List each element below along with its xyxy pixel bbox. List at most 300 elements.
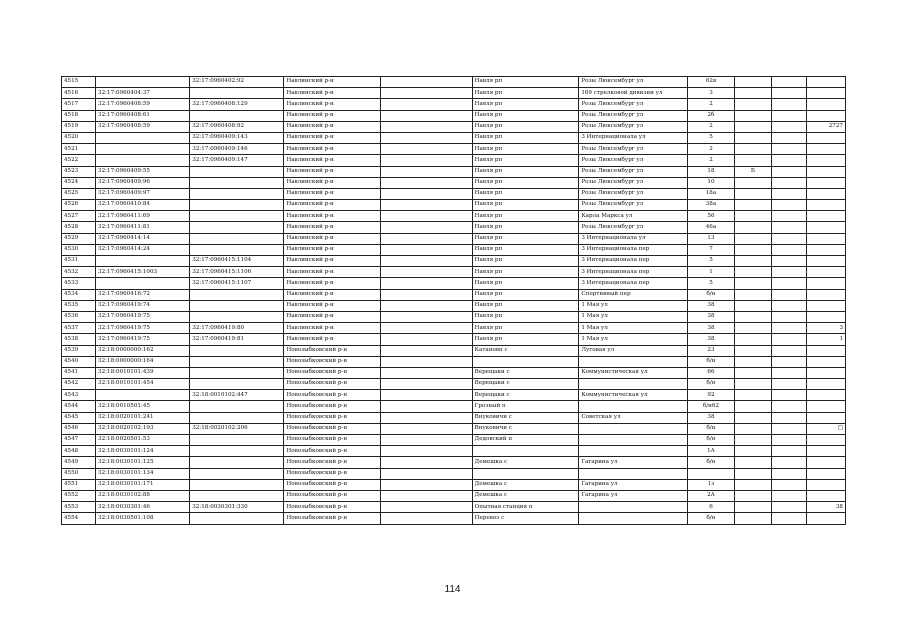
- cell-blank1: [380, 222, 472, 233]
- cell-cad2: [190, 177, 284, 188]
- cell-district: Навлинский р-н: [284, 99, 380, 110]
- cell-blank1: [380, 379, 472, 390]
- cell-locality: Навля рп: [472, 99, 579, 110]
- cell-street: Розы Люксембург ул: [579, 177, 688, 188]
- cell-cad1: 32:17:0960409:55: [96, 166, 190, 177]
- cell-cad1: 32:18:0030101:134: [96, 468, 190, 479]
- cell-cad2: 32:17:0960415:1107: [190, 278, 284, 289]
- cell-cad2: [190, 211, 284, 222]
- cell-blank1: [380, 177, 472, 188]
- cell-blank2: [807, 289, 846, 300]
- cell-blank2: [807, 155, 846, 166]
- cell-district: Навлинский р-н: [284, 177, 380, 188]
- cell-blank2: [807, 379, 846, 390]
- cell-flag: [734, 233, 771, 244]
- cell-street: 3 Интернационала ул: [579, 132, 688, 143]
- cell-blank1: [380, 267, 472, 278]
- cell-locality: [472, 356, 579, 367]
- cell-street: 169 стрелковой дивизии ул: [579, 88, 688, 99]
- cell-district: Новозыбковский р-н: [284, 490, 380, 501]
- cell-locality: Навля рп: [472, 222, 579, 233]
- cell-district: Навлинский р-н: [284, 289, 380, 300]
- cell-extra: [772, 278, 807, 289]
- table-row: [62, 166, 846, 177]
- cell-num: 4544: [62, 401, 96, 412]
- cell-district: Навлинский р-н: [284, 166, 380, 177]
- cell-house: 5: [688, 132, 735, 143]
- cell-locality: Навля рп: [472, 289, 579, 300]
- cell-blank2: [807, 144, 846, 155]
- cell-district: Новозыбковский р-н: [284, 356, 380, 367]
- table-row: [62, 188, 846, 199]
- cell-house: 38а: [688, 200, 735, 211]
- cell-street: Розы Люксембург ул: [579, 99, 688, 110]
- cell-blank1: [380, 121, 472, 132]
- cell-blank2: [807, 132, 846, 143]
- cell-cad1: 32:17:0960404:37: [96, 88, 190, 99]
- table-row: [62, 222, 846, 233]
- cell-num: 4548: [62, 446, 96, 457]
- cell-locality: Навля рп: [472, 244, 579, 255]
- cell-house: 18а: [688, 188, 735, 199]
- cell-num: 4535: [62, 300, 96, 311]
- cell-cad2: [190, 311, 284, 322]
- cell-cad2: [190, 345, 284, 356]
- cell-blank1: [380, 77, 472, 88]
- cell-blank2: [807, 267, 846, 278]
- table-row: [62, 367, 846, 378]
- cell-cad2: 32:17:0960419:81: [190, 334, 284, 345]
- cell-num: 4517: [62, 99, 96, 110]
- cell-blank2: [807, 256, 846, 267]
- cell-num: 4546: [62, 423, 96, 434]
- cell-district: Навлинский р-н: [284, 334, 380, 345]
- cell-cad1: 32:18:0010501:45: [96, 401, 190, 412]
- cell-district: Навлинский р-н: [284, 188, 380, 199]
- cell-num: 4530: [62, 244, 96, 255]
- cell-district: Навлинский р-н: [284, 244, 380, 255]
- cell-street: [579, 356, 688, 367]
- cell-cad1: [96, 390, 190, 401]
- cell-cad2: 32:17:0960408:92: [190, 121, 284, 132]
- cell-house: 38: [688, 334, 735, 345]
- cell-blank2: [807, 188, 846, 199]
- cell-flag: [734, 121, 771, 132]
- cell-street: 1 Мая ул: [579, 311, 688, 322]
- cell-street: Розы Люксембург ул: [579, 155, 688, 166]
- cell-num: 4545: [62, 412, 96, 423]
- cell-flag: [734, 457, 771, 468]
- cell-extra: [772, 244, 807, 255]
- cell-district: Навлинский р-н: [284, 121, 380, 132]
- cell-street: [579, 401, 688, 412]
- cell-house: б/н: [688, 435, 735, 446]
- table-row: [62, 278, 846, 289]
- table-row: [62, 513, 846, 524]
- table-row: [62, 121, 846, 132]
- cell-num: 4523: [62, 166, 96, 177]
- cell-locality: Навля рп: [472, 256, 579, 267]
- cell-locality: Навля рп: [472, 278, 579, 289]
- cell-street: [579, 423, 688, 434]
- cell-locality: Верещаки с: [472, 367, 579, 378]
- cell-blank2: [807, 177, 846, 188]
- cell-flag: [734, 88, 771, 99]
- cell-num: 4549: [62, 457, 96, 468]
- cell-cad2: 32:18:0030301:330: [190, 502, 284, 513]
- table-row: [62, 356, 846, 367]
- cell-cad1: 32:18:0020501:53: [96, 435, 190, 446]
- cell-num: 4534: [62, 289, 96, 300]
- cell-cad2: [190, 300, 284, 311]
- cell-district: Навлинский р-н: [284, 222, 380, 233]
- cell-num: 4540: [62, 356, 96, 367]
- cell-locality: Навля рп: [472, 121, 579, 132]
- cell-cad2: [190, 457, 284, 468]
- cell-house: 38: [688, 311, 735, 322]
- cell-district: Новозыбковский р-н: [284, 479, 380, 490]
- cell-blank2: [807, 200, 846, 211]
- cell-street: Розы Люксембург ул: [579, 121, 688, 132]
- cell-blank1: [380, 490, 472, 501]
- cell-street: 3 Интернационала ул: [579, 233, 688, 244]
- cell-cad2: 32:17:0960409:143: [190, 132, 284, 143]
- cell-extra: [772, 390, 807, 401]
- cell-locality: Навля рп: [472, 311, 579, 322]
- cell-cad1: 32:17:0960409:97: [96, 188, 190, 199]
- cell-locality: Навля рп: [472, 233, 579, 244]
- cell-blank1: [380, 390, 472, 401]
- cell-house: 2б: [688, 110, 735, 121]
- cell-locality: [472, 446, 579, 457]
- cell-street: Розы Люксембург ул: [579, 188, 688, 199]
- cell-flag: Б: [734, 166, 771, 177]
- cell-extra: [772, 401, 807, 412]
- cell-cad2: [190, 412, 284, 423]
- cell-blank2: □: [807, 423, 846, 434]
- table-row: [62, 233, 846, 244]
- cell-num: 4519: [62, 121, 96, 132]
- cell-blank2: [807, 211, 846, 222]
- cell-num: 4531: [62, 256, 96, 267]
- cell-num: 4537: [62, 323, 96, 334]
- cell-cad2: [190, 222, 284, 233]
- cell-house: 2: [688, 99, 735, 110]
- cell-cad2: [190, 446, 284, 457]
- cell-blank1: [380, 412, 472, 423]
- cell-extra: [772, 367, 807, 378]
- table-row: [62, 435, 846, 446]
- cell-num: 4553: [62, 502, 96, 513]
- table-row: [62, 379, 846, 390]
- cell-district: Новозыбковский р-н: [284, 423, 380, 434]
- cell-cad1: [96, 155, 190, 166]
- cell-num: 4522: [62, 155, 96, 166]
- cell-district: Навлинский р-н: [284, 88, 380, 99]
- cell-locality: Навля рп: [472, 200, 579, 211]
- cell-cad2: [190, 379, 284, 390]
- cell-house: 10: [688, 177, 735, 188]
- cell-num: 4516: [62, 88, 96, 99]
- cell-flag: [734, 188, 771, 199]
- cell-extra: [772, 155, 807, 166]
- cell-flag: [734, 502, 771, 513]
- cell-num: 4542: [62, 379, 96, 390]
- table-row: [62, 345, 846, 356]
- cell-cad1: 32:17:0960411:69: [96, 211, 190, 222]
- cell-house: 1з: [688, 479, 735, 490]
- cell-extra: [772, 412, 807, 423]
- cell-blank2: 1: [807, 334, 846, 345]
- cell-locality: Внуковичи с: [472, 412, 579, 423]
- cell-street: Спортивный пер: [579, 289, 688, 300]
- cell-flag: [734, 289, 771, 300]
- cell-locality: Навля рп: [472, 188, 579, 199]
- cell-blank1: [380, 423, 472, 434]
- cell-house: 5: [688, 278, 735, 289]
- cell-flag: [734, 155, 771, 166]
- cell-cad2: [190, 233, 284, 244]
- cell-blank1: [380, 435, 472, 446]
- cell-cad1: 32:17:0960411:81: [96, 222, 190, 233]
- cell-num: 4539: [62, 345, 96, 356]
- cell-num: 4525: [62, 188, 96, 199]
- cell-street: Розы Люксембург ул: [579, 110, 688, 121]
- cell-locality: Навля рп: [472, 177, 579, 188]
- cell-cad1: [96, 132, 190, 143]
- cell-flag: [734, 110, 771, 121]
- cell-district: Навлинский р-н: [284, 200, 380, 211]
- cell-blank2: [807, 367, 846, 378]
- cell-locality: Верещаки с: [472, 379, 579, 390]
- cell-blank2: [807, 300, 846, 311]
- cell-cad1: 32:17:0960408:59: [96, 99, 190, 110]
- cell-num: 4543: [62, 390, 96, 401]
- cell-district: Новозыбковский р-н: [284, 367, 380, 378]
- cell-blank2: [807, 278, 846, 289]
- cell-blank1: [380, 479, 472, 490]
- cell-district: Новозыбковский р-н: [284, 457, 380, 468]
- table-row: [62, 502, 846, 513]
- cell-district: Навлинский р-н: [284, 132, 380, 143]
- cell-flag: [734, 423, 771, 434]
- cell-extra: [772, 289, 807, 300]
- cell-district: Новозыбковский р-н: [284, 412, 380, 423]
- cell-cad1: 32:18:0000000:164: [96, 356, 190, 367]
- cell-blank1: [380, 200, 472, 211]
- cell-cad1: 32:17:0960414:24: [96, 244, 190, 255]
- cell-district: Навлинский р-н: [284, 278, 380, 289]
- cell-blank2: [807, 345, 846, 356]
- cell-house: б/н: [688, 289, 735, 300]
- cell-blank2: 2727: [807, 121, 846, 132]
- cell-street: Луговая ул: [579, 345, 688, 356]
- cell-street: [579, 435, 688, 446]
- cell-house: 6: [688, 502, 735, 513]
- cell-house: 2: [688, 155, 735, 166]
- cell-blank2: [807, 244, 846, 255]
- cell-flag: [734, 435, 771, 446]
- cell-district: Навлинский р-н: [284, 144, 380, 155]
- cell-district: Новозыбковский р-н: [284, 502, 380, 513]
- cell-district: Новозыбковский р-н: [284, 513, 380, 524]
- cell-flag: [734, 244, 771, 255]
- cell-flag: [734, 468, 771, 479]
- cell-house: б/н: [688, 513, 735, 524]
- cell-blank1: [380, 334, 472, 345]
- cell-blank2: [807, 446, 846, 457]
- cell-house: 18: [688, 166, 735, 177]
- cell-district: Новозыбковский р-н: [284, 446, 380, 457]
- cell-district: Навлинский р-н: [284, 300, 380, 311]
- cell-street: Карла Маркса ул: [579, 211, 688, 222]
- cell-flag: [734, 177, 771, 188]
- cell-extra: [772, 423, 807, 434]
- cell-street: 3 Интернационала пер: [579, 244, 688, 255]
- cell-street: Гагарина ул: [579, 479, 688, 490]
- cell-num: 4515: [62, 77, 96, 88]
- table-row: [62, 423, 846, 434]
- cell-cad1: 32:18:0030101:124: [96, 446, 190, 457]
- cell-district: Навлинский р-н: [284, 211, 380, 222]
- cell-blank1: [380, 468, 472, 479]
- cell-blank2: 3: [807, 323, 846, 334]
- cell-extra: [772, 379, 807, 390]
- cell-extra: [772, 300, 807, 311]
- cell-flag: [734, 77, 771, 88]
- cell-district: Новозыбковский р-н: [284, 390, 380, 401]
- cell-flag: [734, 446, 771, 457]
- cell-blank1: [380, 144, 472, 155]
- cell-num: 4552: [62, 490, 96, 501]
- table-row: [62, 110, 846, 121]
- cell-district: Новозыбковский р-н: [284, 401, 380, 412]
- table-row: [62, 88, 846, 99]
- cell-num: 4536: [62, 311, 96, 322]
- cell-blank1: [380, 311, 472, 322]
- cell-flag: [734, 412, 771, 423]
- cell-cad1: 32:17:0960409:96: [96, 177, 190, 188]
- cell-flag: [734, 300, 771, 311]
- cell-blank2: [807, 412, 846, 423]
- cell-flag: [734, 401, 771, 412]
- cell-blank2: [807, 513, 846, 524]
- cell-locality: Навля рп: [472, 323, 579, 334]
- cell-blank2: [807, 490, 846, 501]
- cell-cad2: [190, 200, 284, 211]
- cell-blank2: [807, 311, 846, 322]
- cell-cad1: 32:18:0020102:193: [96, 423, 190, 434]
- cell-street: Коммунистическая ул: [579, 390, 688, 401]
- cell-cad2: [190, 110, 284, 121]
- table-row: [62, 468, 846, 479]
- cell-flag: [734, 256, 771, 267]
- cell-blank1: [380, 188, 472, 199]
- cell-locality: Навля рп: [472, 132, 579, 143]
- cell-num: 4526: [62, 200, 96, 211]
- cell-blank1: [380, 356, 472, 367]
- cell-cad1: 32:17:0960416:72: [96, 289, 190, 300]
- cell-extra: [772, 121, 807, 132]
- cell-blank2: [807, 88, 846, 99]
- cell-blank1: [380, 345, 472, 356]
- cell-locality: Грозный п: [472, 401, 579, 412]
- cell-num: 4524: [62, 177, 96, 188]
- cell-street: Гагарина ул: [579, 457, 688, 468]
- cell-cad2: [190, 401, 284, 412]
- cell-cad1: [96, 278, 190, 289]
- cell-locality: Навля рп: [472, 110, 579, 121]
- table-row: [62, 323, 846, 334]
- cell-cad2: [190, 513, 284, 524]
- cell-flag: [734, 144, 771, 155]
- cell-blank1: [380, 323, 472, 334]
- cell-street: 3 Интернационала пер: [579, 256, 688, 267]
- cell-num: 4528: [62, 222, 96, 233]
- cell-street: 3 Интернационала пер: [579, 278, 688, 289]
- cell-cad1: 32:17:0960419:75: [96, 323, 190, 334]
- cell-blank2: [807, 390, 846, 401]
- cell-flag: [734, 479, 771, 490]
- cell-extra: [772, 435, 807, 446]
- cell-cad2: [190, 468, 284, 479]
- cell-cad2: 32:17:0960408:129: [190, 99, 284, 110]
- table-row: [62, 132, 846, 143]
- cell-blank1: [380, 446, 472, 457]
- cell-extra: [772, 222, 807, 233]
- cell-flag: [734, 323, 771, 334]
- cell-extra: [772, 256, 807, 267]
- table-row: [62, 99, 846, 110]
- cell-house: 56: [688, 211, 735, 222]
- cell-house: б/н: [688, 379, 735, 390]
- cell-flag: [734, 345, 771, 356]
- cell-district: Навлинский р-н: [284, 267, 380, 278]
- cell-extra: [772, 457, 807, 468]
- cell-district: Навлинский р-н: [284, 77, 380, 88]
- cell-cad2: [190, 435, 284, 446]
- cell-locality: Внуковичи с: [472, 423, 579, 434]
- table-row: [62, 177, 846, 188]
- cell-extra: [772, 513, 807, 524]
- cell-blank1: [380, 211, 472, 222]
- cell-blank1: [380, 300, 472, 311]
- table-row: [62, 200, 846, 211]
- cell-cad1: 32:18:0020101:241: [96, 412, 190, 423]
- cell-locality: Навля рп: [472, 267, 579, 278]
- cell-street: 1 Мая ул: [579, 323, 688, 334]
- cell-house: 7: [688, 244, 735, 255]
- cell-street: Коммунистическая ул: [579, 367, 688, 378]
- cell-street: Розы Люксембург ул: [579, 200, 688, 211]
- cell-blank2: [807, 99, 846, 110]
- cell-num: 4554: [62, 513, 96, 524]
- cell-blank1: [380, 289, 472, 300]
- table-row: [62, 244, 846, 255]
- cell-cad1: 32:18:0030501:108: [96, 513, 190, 524]
- cell-flag: [734, 278, 771, 289]
- cell-extra: [772, 188, 807, 199]
- cell-cad1: 32:18:0030101:125: [96, 457, 190, 468]
- cell-flag: [734, 267, 771, 278]
- table-row: [62, 144, 846, 155]
- cell-blank2: [807, 222, 846, 233]
- registry-table: [61, 76, 846, 525]
- cell-extra: [772, 345, 807, 356]
- cell-extra: [772, 88, 807, 99]
- cell-flag: [734, 513, 771, 524]
- cell-cad2: [190, 367, 284, 378]
